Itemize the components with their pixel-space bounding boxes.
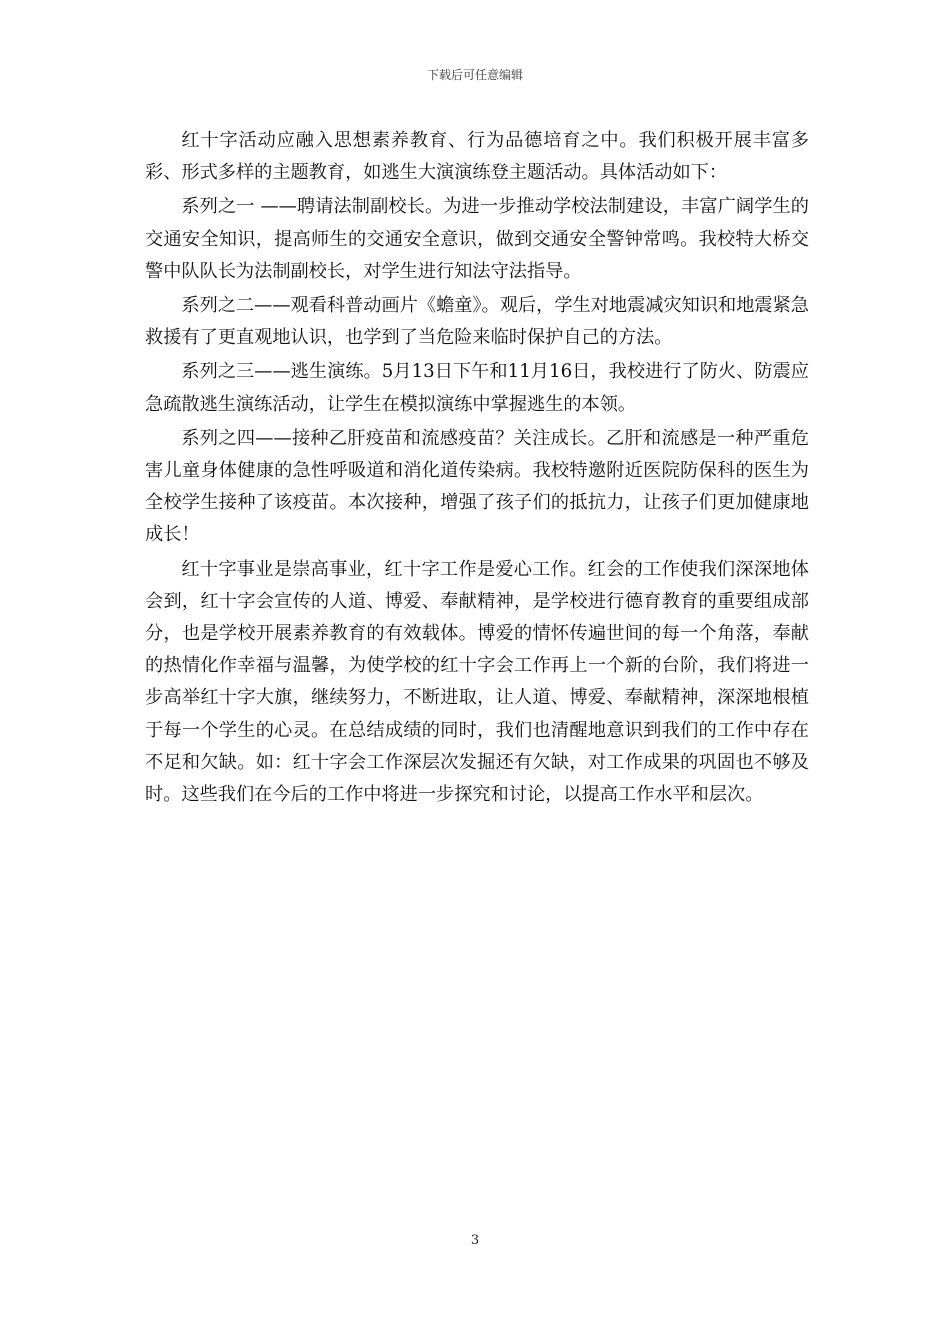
- paragraph-series-1: 系列之一 ——聘请法制副校长。为进一步推动学校法制建设，丰富广阔学生的交通安全知识，提高师生的交通安全意识，做到交通安全警钟常鸣。我校特大桥交警中队队长为法制副校长，对学生进行知法守法指导。: [145, 196, 809, 282]
- paragraph-intro: 红十字活动应融入思想素养教育、行为品德培育之中。我们积极开展丰富多彩、形式多样的主题教育，如逃生大演演练登主题活动。具体活动如下：: [145, 130, 809, 184]
- page-header: 下载后可任意编辑: [426, 68, 523, 82]
- paragraph-series-4: 系列之四——接种乙肝疫苗和流感疫苗？关注成长。乙肝和流感是一种严重危害儿童身体健康的急性呼吸道和消化道传染病。我校特邀附近医院防保科的医生为全校学生接种了该疫苗。本次接种，增强了孩子们的抵抗力，让孩子们更加健康地成长！: [145, 427, 809, 546]
- paragraph-conclusion: 红十字事业是崇高事业，红十字工作是爱心工作。红会的工作使我们深深地体会到，红十字会宣传的人道、博爱、奉献精神，是学校进行德育教育的重要组成部分，也是学校开展素养教育的有效载体。博爱的情怀传遍世间的每一个角落，奉献的热情化作幸福与温馨，为使学校的红十字会工作再上一个新的台阶，我们将进一步高举红十字大旗，继续努力，不断进取，让人道、博爱、奉献精神，深深地根植于每一个学生的心灵。在总结成绩的同时，我们也清醒地意识到我们的工作中存在不足和欠缺。如：红十字会工作深层次发掘还有欠缺，对工作成果的巩固也不够及时。这些我们在今后的工作中将进一步探究和讨论，以提高工作水平和层次。: [145, 558, 809, 806]
- document-body: [145, 125, 809, 811]
- paragraph-series-2: 系列之二——观看科普动画片《蟾童》。观后，学生对地震减灾知识和地震紧急救援有了更直观地认识，也学到了当危险来临时保护自己的方法。: [145, 295, 809, 349]
- page-number: 3: [470, 1233, 480, 1248]
- paragraph-series-3: 系列之三——逃生演练。5月13日下午和11月16日，我校进行了防火、防震应急疏散逃生演练活动，让学生在模拟演练中掌握逃生的本领。: [145, 361, 809, 415]
